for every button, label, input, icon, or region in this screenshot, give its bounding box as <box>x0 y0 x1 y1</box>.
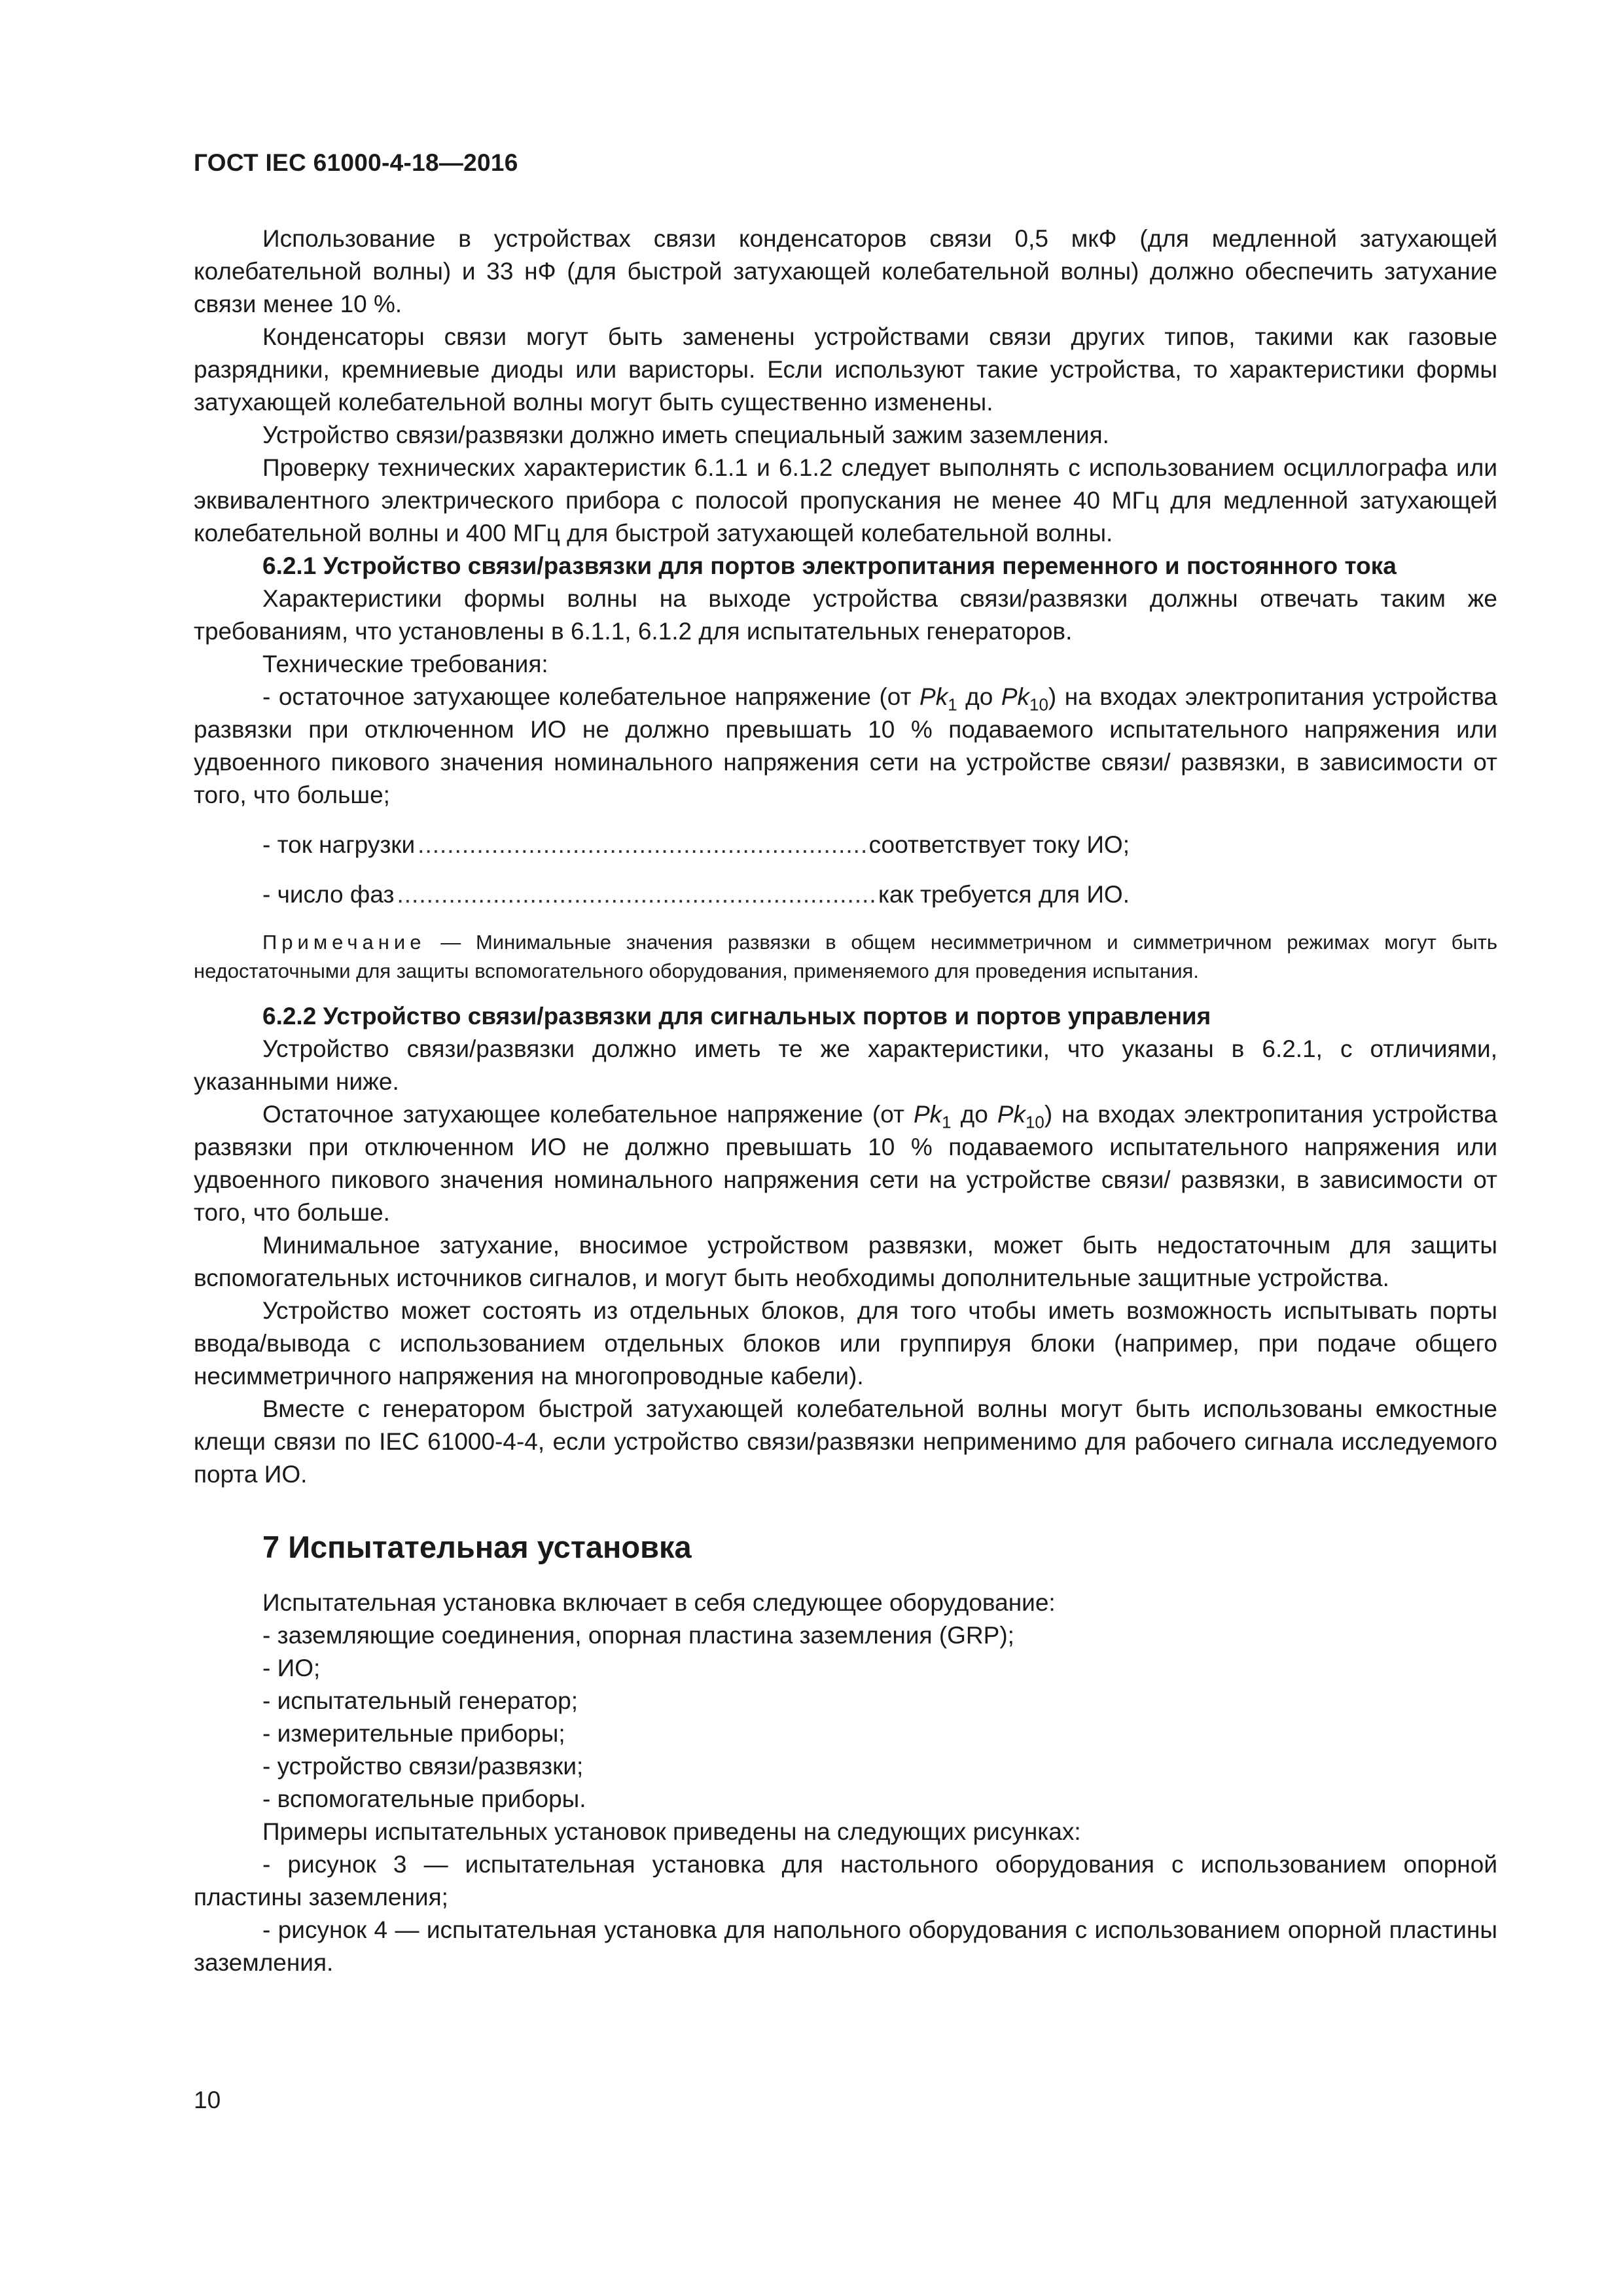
text-segment: - остаточное затухающее колебательное напряжение (от <box>262 683 920 710</box>
text-segment: до <box>951 1101 997 1128</box>
paragraph: Характеристики формы волны на выходе устройства связи/развязки должны отвечать таким же требованиям, что установлены в 6.1.1, 6.1.2 для испытательных генераторов. <box>194 585 1497 645</box>
list-item: - заземляющие соединения, опорная пластина заземления (GRP); <box>262 1622 1014 1649</box>
dot-leader <box>418 829 866 861</box>
paragraph: Минимальное затухание, вносимое устройством развязки, может быть недостаточным для защиты вспомогательных источников сигналов, и могут быть необходимы дополнительные защитные устройства. <box>194 1232 1497 1291</box>
leader-value: как требуется для ИО. <box>878 881 1130 908</box>
leader-value: соответствует току ИО; <box>868 831 1130 858</box>
document-header: ГОСТ IEC 61000-4-18—2016 <box>194 149 518 176</box>
list-item: - вспомогательные приборы. <box>262 1785 586 1812</box>
leader-label: - число фаз <box>262 881 395 908</box>
list-item: - ИО; <box>262 1655 321 1681</box>
leader-row-load-current <box>262 829 1130 861</box>
paragraph: Проверку технических характеристик 6.1.1 и 6.1.2 следует выполнять с использованием осциллографа или эквивалентного электрического прибора с полосой пропускания не менее 40 МГц для медленной затухающей колебательной волны и 400 МГц для быстрой затухающей колебательной волны. <box>194 454 1497 547</box>
note-text: — Минимальные значения развязки в общем несимметричном и симметричном режимах могут быть недостаточными для защиты вспомогательного оборудования, применяемого для проведения испытания. <box>194 931 1497 982</box>
list-intro: Испытательная установка включает в себя следующее оборудование: <box>262 1589 1056 1616</box>
text-segment: ) на входах электропитания устройства развязки при отключенном ИО не должно превышать 10 % подаваемого испытательного напряжения или удвоенного пикового значения номинального напряжения сети на устройстве связи/ развязки, в зависимости от того, что больше; <box>194 683 1497 808</box>
dot-leader <box>397 878 875 911</box>
paragraph: Устройство может состоять из отдельных блоков, для того чтобы иметь возможность испытывать порты ввода/вывода с использованием отдельных блоков или группируя блоки (например, при подаче общего несимметричного напряжения на многопроводные кабели). <box>194 1297 1497 1390</box>
paragraph-formula <box>194 681 1497 812</box>
text-segment: Остаточное затухающее колебательное напряжение (от <box>262 1101 914 1128</box>
subsection-heading-6-2-1: 6.2.1 Устройство связи/развязки для портов электропитания переменного и постоянного тока <box>262 552 1397 579</box>
paragraph: Устройство связи/развязки должно иметь те же характеристики, что указаны в 6.2.1, с отличиями, указанными ниже. <box>194 1035 1497 1095</box>
paragraph-formula <box>194 1098 1497 1229</box>
symbol-pk: Pk <box>913 1101 942 1128</box>
paragraph: Технические требования: <box>262 651 548 677</box>
paragraph: Вместе с генератором быстрой затухающей колебательной волны могут быть использованы емкостные клещи связи по IEC 61000-4-4, если устройство связи/развязки неприменимо для рабочего сигнала исследуемого порта ИО. <box>194 1395 1497 1488</box>
note <box>194 928 1497 986</box>
symbol-pk: Pk <box>919 683 948 710</box>
text-segment: ) на входах электропитания устройства развязки при отключенном ИО не должно превышать 10 % подаваемого испытательного напряжения или удвоенного пикового значения номинального напряжения сети на устройстве связи/ развязки, в зависимости от того, что больше. <box>194 1101 1497 1226</box>
paragraph: Использование в устройствах связи конденсаторов связи 0,5 мкФ (для медленной затухающей колебательной волны) и 33 нФ (для быстрой затухающей колебательной волны) должно обеспечить затухание связи менее 10 %. <box>194 225 1497 317</box>
symbol-pk: Pk <box>997 1101 1026 1128</box>
subsection-heading-6-2-2: 6.2.2 Устройство связи/развязки для сигнальных портов и портов управления <box>262 1003 1211 1030</box>
page-number: 10 <box>194 2087 221 2113</box>
list-item: - устройство связи/развязки; <box>262 1753 584 1780</box>
leader-label: - ток нагрузки <box>262 831 416 858</box>
list-intro: Примеры испытательных установок приведены на следующих рисунках: <box>262 1818 1081 1845</box>
leader-row-phases <box>262 878 1130 911</box>
section-heading-7: 7 Испытательная установка <box>262 1530 692 1564</box>
subscript: 10 <box>1029 696 1048 715</box>
equipment-list <box>194 1587 1497 1979</box>
symbol-pk: Pk <box>1001 683 1030 710</box>
paragraph: Конденсаторы связи могут быть заменены устройствами связи других типов, такими как газовые разрядники, кремниевые диоды или варисторы. Если используют такие устройства, то характеристики формы затухающей колебательной волны могут быть существенно изменены. <box>194 323 1497 416</box>
subscript: 1 <box>942 1113 952 1132</box>
subscript: 1 <box>948 696 957 715</box>
list-item: - измерительные приборы; <box>262 1720 565 1747</box>
list-item: - рисунок 3 — испытательная установка для настольного оборудования с использованием опорной пластины заземления; <box>194 1851 1497 1910</box>
text-segment: до <box>957 683 1001 710</box>
note-label: Примечание <box>262 931 426 954</box>
paragraph: Устройство связи/развязки должно иметь специальный зажим заземления. <box>262 422 1109 448</box>
document-body <box>194 223 1497 1979</box>
list-item: - испытательный генератор; <box>262 1687 578 1714</box>
subscript: 10 <box>1026 1113 1044 1132</box>
list-item: - рисунок 4 — испытательная установка для напольного оборудования с использованием опорной пластины заземления. <box>194 1916 1497 1976</box>
